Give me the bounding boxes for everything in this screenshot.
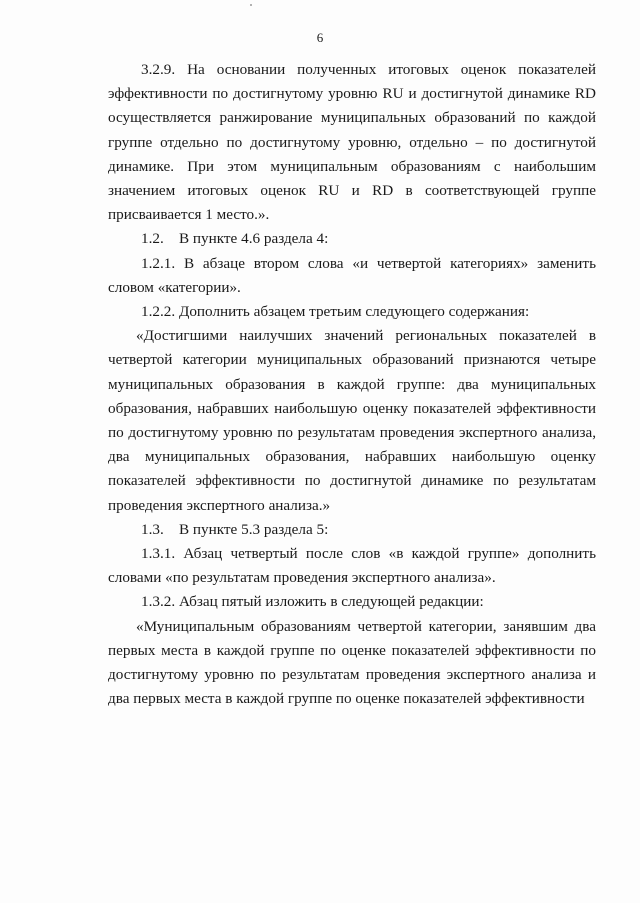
paragraph-1-2-1: 1.2.1. В абзаце втором слова «и четвертой категориях» заменить словом «категории». bbox=[108, 254, 596, 296]
scan-speck bbox=[250, 4, 252, 6]
paragraph-1-3-1: 1.3.1. Абзац четвертый после слов «в каждой группе» дополнить словами «по результатам проведения экспертного анализа». bbox=[108, 545, 596, 587]
paragraph-1-3: 1.3. В пункте 5.3 раздела 5: bbox=[141, 520, 329, 538]
paragraph-1-2: 1.2. В пункте 4.6 раздела 4: bbox=[141, 230, 329, 248]
document-body bbox=[108, 58, 596, 711]
page-number: 6 bbox=[316, 30, 324, 45]
paragraph-quote-2: «Муниципальным образованиям четвертой категории, занявшим два первых места в каждой группе по оценке показателей эффективности по достигнутому уровню по результатам проведения экспертного анализа и два первых места в каждой группе по оценке показателей эффективности bbox=[108, 617, 596, 708]
paragraph-3-2-9: 3.2.9. На основании полученных итоговых оценок показателей эффективности по достигнутому уровню RU и достигнутой динамике RD осуществляется ранжирование муниципальных образований по каждой группе отдельно по достигнутому уровню, отдельно – по достигнутой динамике. При этом муниципальным образованиям с наибольшим значением итоговых оценок RU и RD в соответствующей группе присваивается 1 место.». bbox=[108, 61, 596, 224]
paragraph-1-3-2: 1.3.2. Абзац пятый изложить в следующей редакции: bbox=[141, 593, 484, 611]
paragraph-quote-1: «Достигшими наилучших значений региональных показателей в четвертой категории муниципальных образований признаются четыре муниципальных образования в каждой группе: два муниципальных образования, набравших наибольшую оценку показателей эффективности по достигнутому уровню по результатам проведения экспертного анализа, два муниципальных образования, набравших наибольшую оценку показателей эффективности по достигнутой динамике по результатам проведения экспертного анализа.» bbox=[108, 327, 596, 514]
paragraph-1-2-2: 1.2.2. Дополнить абзацем третьим следующего содержания: bbox=[141, 303, 530, 321]
